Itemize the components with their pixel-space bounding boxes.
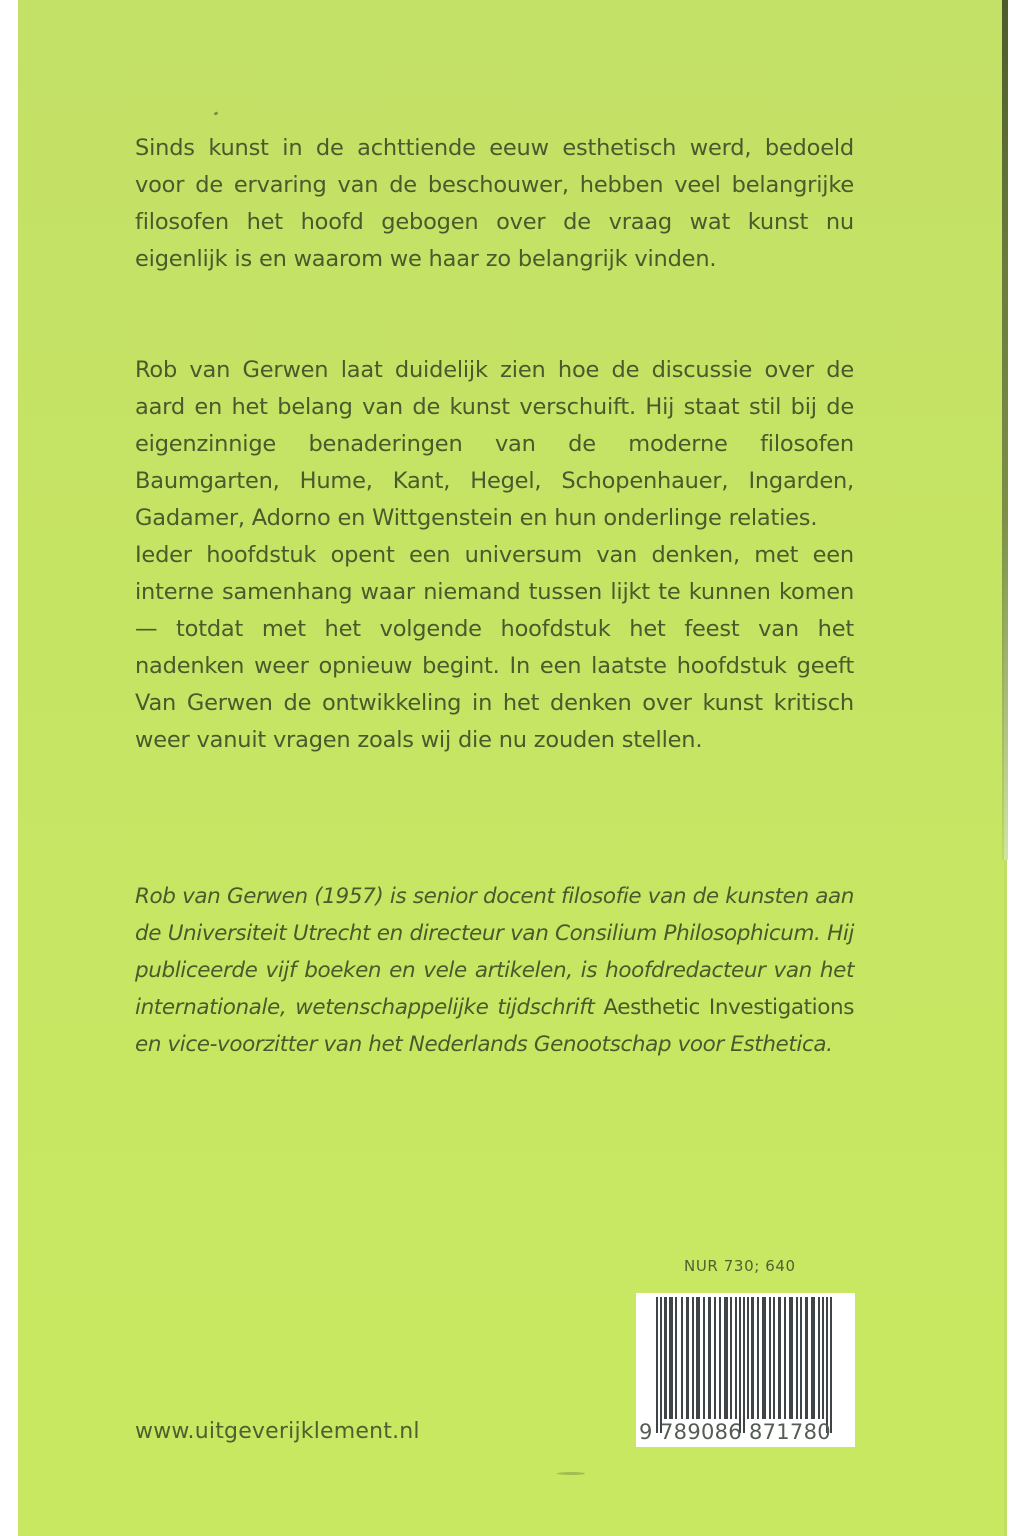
spine-shadow [1002, 0, 1008, 860]
isbn-remaining-digits: 789086 871780 [660, 1420, 831, 1444]
blurb-text-3: Ieder hoofdstuk opent een universum van denken, met een interne samenhang waar niemand tussen lijkt te kunnen komen — totdat met het volgende hoofdstuk het feest van het nadenken weer opnieuw begint. In een laatste hoofdstuk geeft Van Gerwen de ontwikkeling in het denken over kunst kritisch weer vanuit vragen zoals wij die nu zouden stellen. [135, 542, 854, 753]
blurb-text-1: Sinds kunst in de achttiende eeuw esthetisch werd, bedoeld voor de ervaring van de beschouwer, hebben veel belangrijke filosofen het hoofd gebogen over de vraag wat kunst nu eigenlijk is en waarom we haar zo belangrijk vinden. [135, 135, 854, 272]
author-bio-text [135, 878, 854, 1063]
isbn-barcode [636, 1293, 855, 1447]
nur-code: NUR 730; 640 [684, 1257, 796, 1275]
blurb-paragraph-1 [135, 130, 854, 278]
print-smudge [557, 1472, 585, 1475]
author-bio-part-1: Rob van Gerwen (1957) is senior docent filosofie van de kunsten aan de Universiteit Utrecht en directeur van Consilium Philosophicum. Hij publiceerde vijf boeken en vele artikelen, is hoofdredacteur van het internationale, wetenschappelijke tijdschrift [135, 884, 854, 1020]
publisher-website: www.uitgeverijklement.nl [135, 1419, 420, 1444]
author-bio-part-2: en vice-voorzitter van het Nederlands Genootschap voor Esthetica. [135, 1032, 833, 1057]
blurb-paragraphs-2-3 [135, 352, 854, 759]
isbn-first-digit: 9 [639, 1420, 653, 1444]
isbn-number [636, 1417, 855, 1447]
author-bio [135, 878, 854, 1063]
journal-title: Aesthetic Investigations [603, 995, 855, 1020]
spine-edge [1004, 860, 1007, 1536]
blurb-text-2: Rob van Gerwen laat duidelijk zien hoe de discussie over de aard en het belang van de kunst verschuift. Hij staat stil bij de eigenzinnige benaderingen van de moderne filosofen Baumgarten, Hume, Kant, Hegel, Schopenhauer, Ingarden, Gadamer, Adorno en Wittgenstein en hun onderlinge relaties. [135, 357, 854, 531]
barcode-bars-icon [636, 1293, 855, 1433]
